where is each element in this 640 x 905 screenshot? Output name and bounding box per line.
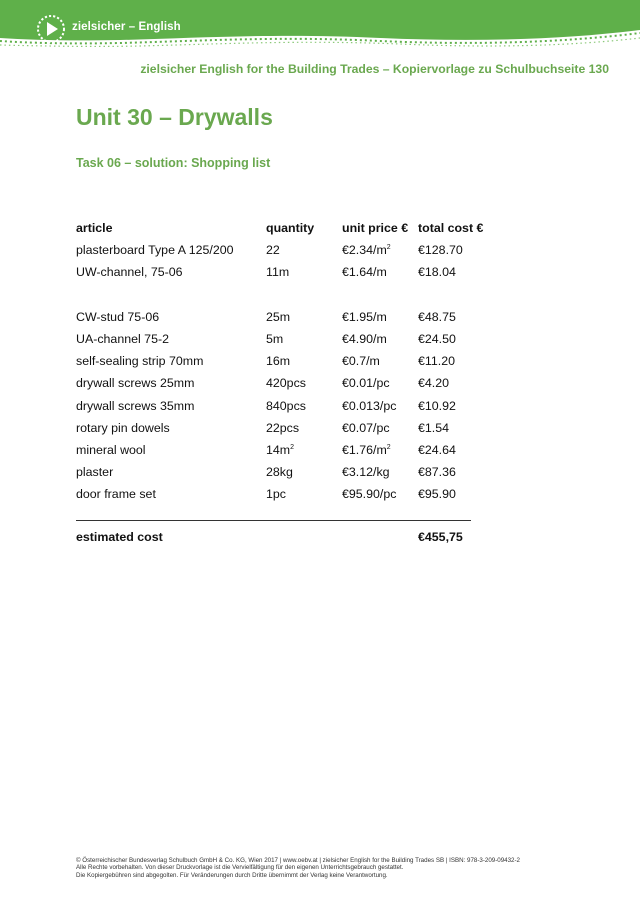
quantity-cell: 11m	[266, 265, 290, 280]
total-cost-cell: €1.54	[418, 420, 450, 435]
total-value: €455,75	[418, 530, 463, 544]
total-cost-cell: €10.92	[418, 398, 456, 413]
unit-price-cell: €0.7/m	[342, 354, 380, 369]
shopping-list-table	[76, 217, 496, 505]
table-row	[76, 306, 496, 328]
table-row	[76, 483, 496, 505]
quantity-cell: 28kg	[266, 465, 293, 480]
total-cost-cell: €87.36	[418, 465, 456, 480]
quantity-cell: 22	[266, 243, 280, 258]
total-cost-cell: €11.20	[418, 354, 455, 369]
column-header-unit-price: unit price €	[342, 221, 409, 235]
article-cell: plasterboard Type A 125/200	[76, 243, 234, 258]
unit-price-cell: €0.013/pc	[342, 398, 397, 413]
article-cell: plaster	[76, 465, 114, 480]
table-row	[76, 417, 496, 439]
unit-price-cell: €0.07/pc	[342, 420, 390, 435]
unit-price-cell: €1.95/m	[342, 309, 387, 324]
unit-price-cell: €3.12/kg	[342, 465, 390, 480]
superscript-exponent: 2	[386, 443, 391, 451]
quantity-cell: 420pcs	[266, 376, 306, 391]
brand-name: zielsicher – English	[72, 21, 181, 33]
table-row	[76, 350, 496, 372]
total-cost-cell: €18.04	[418, 265, 456, 280]
table-header-row	[76, 217, 496, 239]
article-cell: mineral wool	[76, 442, 146, 457]
total-cost-cell: €24.64	[418, 442, 456, 457]
footer-line: Die Kopiergebühren sind abgegolten. Für Veränderungen durch Dritte übernimmt der Verlag keine Verantwortung.	[76, 871, 388, 879]
article-cell: door frame set	[76, 487, 156, 502]
column-header-quantity: quantity	[266, 221, 315, 235]
total-divider	[76, 520, 471, 521]
total-cost-cell: €24.50	[418, 331, 456, 346]
total-cost-cell: €128.70	[418, 243, 463, 258]
table-row	[76, 261, 496, 283]
total-label: estimated cost	[76, 530, 163, 544]
article-cell: UA-channel 75-2	[76, 331, 169, 346]
footer-line: Alle Rechte vorbehalten. Von dieser Druckvorlage ist die Vervielfältigung für den eigenen Unterrichtsgebrauch gestattet.	[76, 864, 404, 872]
quantity-cell: 22pcs	[266, 420, 300, 435]
total-row	[76, 526, 496, 548]
article-cell: rotary pin dowels	[76, 420, 170, 435]
total-cost-cell: €4.20	[418, 376, 450, 391]
series-header: zielsicher English for the Building Trades – Kopiervorlage zu Schulbuchseite 130	[140, 62, 609, 76]
table-row	[76, 239, 496, 261]
total-cost-cell: €95.90	[418, 487, 456, 502]
quantity-cell: 840pcs	[266, 398, 306, 413]
column-header-total-cost: total cost €	[418, 221, 484, 235]
header-banner	[0, 0, 640, 52]
unit-price-cell: $€2.34/m^2$	[342, 243, 391, 258]
unit-price-cell: €0.01/pc	[342, 376, 390, 391]
quantity-cell: $14m^2$	[266, 442, 295, 457]
table-row	[76, 328, 496, 350]
unit-price-cell: €1.64/m	[342, 265, 387, 280]
table-row	[76, 395, 496, 417]
table-row	[76, 439, 496, 461]
article-cell: self-sealing strip 70mm	[76, 354, 204, 369]
total-cost-cell: €48.75	[418, 309, 456, 324]
article-cell: UW-channel, 75-06	[76, 265, 183, 280]
row-spacer	[76, 284, 496, 306]
article-cell: drywall screws 35mm	[76, 398, 195, 413]
table-row	[76, 372, 496, 394]
quantity-cell: 16m	[266, 354, 291, 369]
quantity-cell: 25m	[266, 309, 291, 324]
unit-price-cell: €4.90/m	[342, 331, 387, 346]
unit-price-cell: $€1.76/m^2$	[342, 442, 391, 457]
superscript-exponent: 2	[290, 443, 295, 451]
footer-line: © Österreichischer Bundesverlag Schulbuch GmbH & Co. KG, Wien 2017 | www.oebv.at | zielsicher English for the Building Trades SB | ISBN: 978-3-209-09432-2	[76, 857, 520, 864]
article-cell: CW-stud 75-06	[76, 309, 160, 324]
column-header-article: article	[76, 221, 113, 235]
article-cell: drywall screws 25mm	[76, 376, 195, 391]
quantity-cell: 1pc	[266, 487, 286, 502]
unit-title: Unit 30 – Drywalls	[76, 104, 273, 130]
superscript-exponent: 2	[386, 244, 391, 252]
play-circle-icon	[36, 14, 66, 44]
unit-price-cell: €95.90/pc	[342, 487, 397, 502]
table-row	[76, 461, 496, 483]
quantity-cell: 5m	[266, 331, 284, 346]
task-title: Task 06 – solution: Shopping list	[76, 156, 271, 170]
footer-copyright	[76, 857, 520, 879]
